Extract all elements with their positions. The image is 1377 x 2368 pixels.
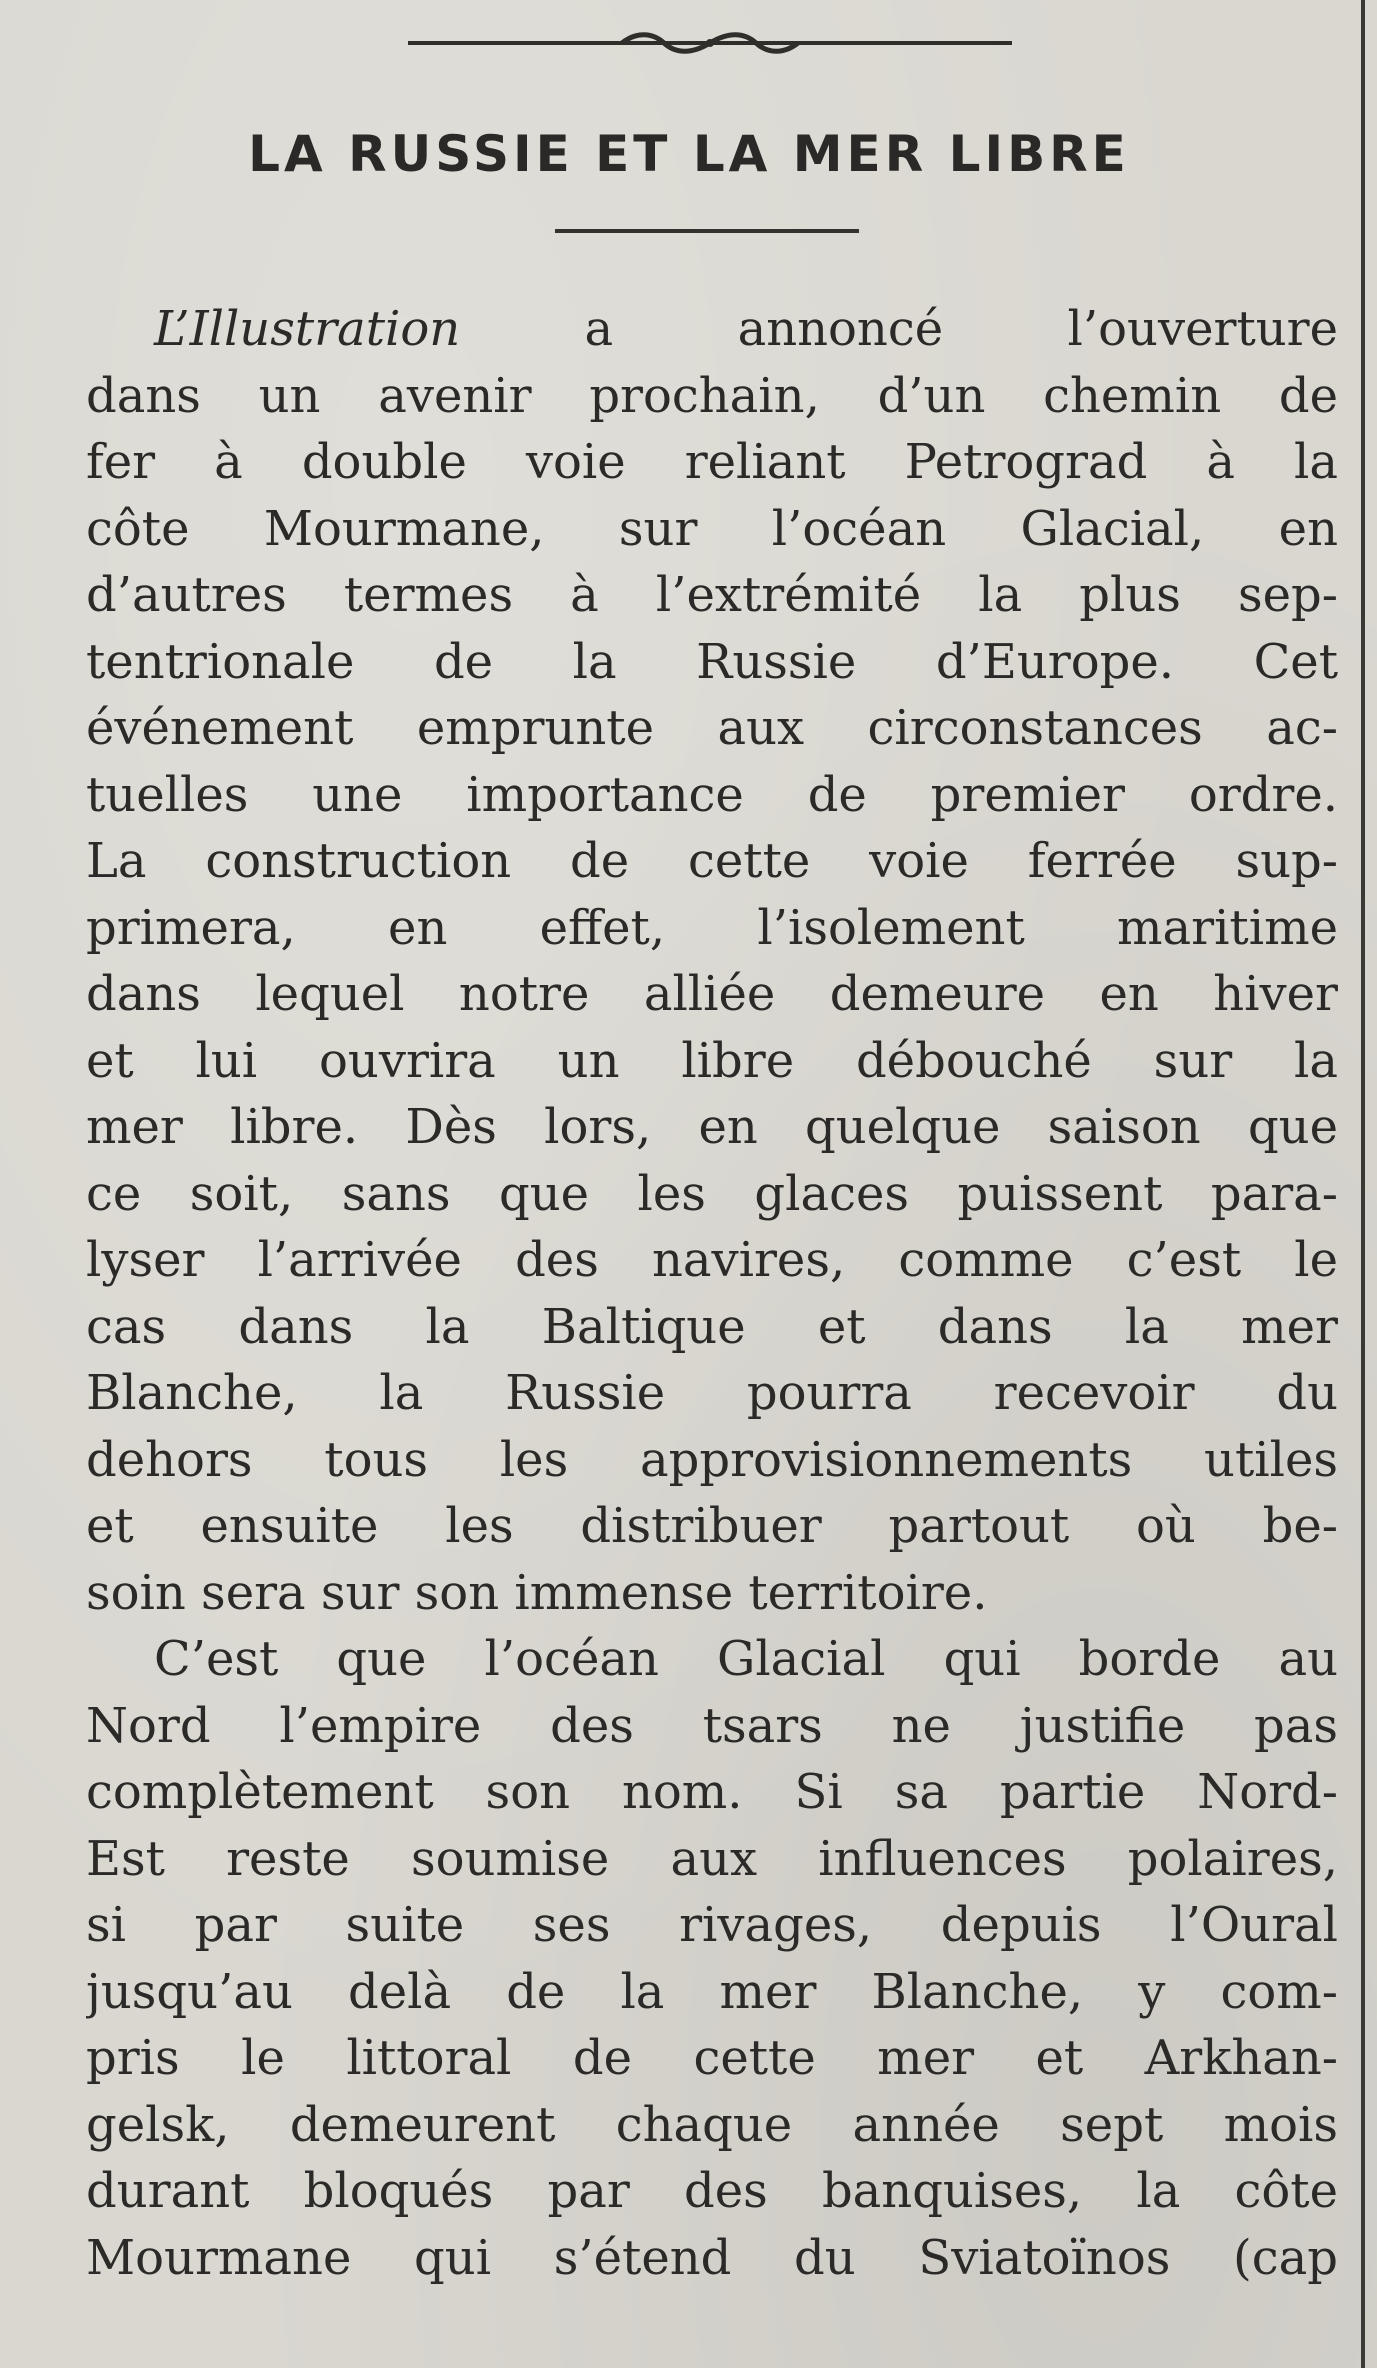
text-fragment: a annoncé l’ouverture: [460, 301, 1338, 357]
text-line: et ensuite les distribuer partout où be-: [86, 1498, 1338, 1554]
text-line: et lui ouvrira un libre débouché sur la: [86, 1032, 1338, 1089]
text-line: d’autres termes à l’extrémité la plus sep-: [86, 567, 1338, 623]
text-line: [86, 296, 1338, 363]
column-rule: [1361, 0, 1365, 2368]
text-line: gelsk, demeurent chaque année sept mois: [86, 2096, 1338, 2153]
text-line: primera, en effet, l’isolement maritime: [86, 899, 1338, 956]
publication-name: L’Illustration: [154, 301, 461, 357]
paragraph-2: [86, 1626, 1338, 2291]
text-line: Est reste soumise aux influences polaires,: [86, 1830, 1338, 1887]
text-line: complètement son nom. Si sa partie Nord-: [86, 1764, 1338, 1820]
text-line: côte Mourmane, sur l’océan Glacial, en: [86, 500, 1338, 557]
text-line: Nord l’empire des tsars ne justifie pas: [86, 1697, 1338, 1754]
text-line: événement emprunte aux circonstances ac-: [86, 700, 1338, 756]
text-line: durant bloqués par des banquises, la côte: [86, 2163, 1338, 2219]
text-line: mer libre. Dès lors, en quelque saison que: [86, 1099, 1338, 1155]
text-line: tuelles une importance de premier ordre.: [86, 766, 1338, 823]
article-title: LA RUSSIE ET LA MER LIBRE: [248, 125, 1130, 183]
text-line: fer à double voie reliant Petrograd à la: [86, 434, 1338, 490]
text-line: jusqu’au delà de la mer Blanche, y com-: [86, 1963, 1338, 2020]
text-line: La construction de cette voie ferrée sup-: [86, 833, 1338, 889]
text-line: dans lequel notre alliée demeure en hiver: [86, 966, 1338, 1022]
paragraph-1: [86, 296, 1338, 1626]
text-line: Blanche, la Russie pourra recevoir du: [86, 1365, 1338, 1421]
article-body: [86, 296, 1338, 2291]
text-line: dehors tous les approvisionnements utiles: [86, 1431, 1338, 1488]
text-line: soin sera sur son immense territoire.: [86, 1564, 988, 1621]
text-line: ce soit, sans que les glaces puissent para-: [86, 1165, 1338, 1222]
text-line: Mourmane qui s’étend du Sviatoïnos (cap: [86, 2229, 1338, 2286]
text-line: pris le littoral de cette mer et Arkhan-: [86, 2030, 1338, 2086]
text-line: lyser l’arrivée des navires, comme c’est le: [86, 1232, 1338, 1288]
text-line: dans un avenir prochain, d’un chemin de: [86, 367, 1338, 424]
ornament-divider: [408, 30, 1012, 56]
text-line: si par suite ses rivages, depuis l’Oural: [86, 1897, 1338, 1953]
title-rule: [555, 229, 859, 233]
text-line: tentrionale de la Russie d’Europe. Cet: [86, 633, 1338, 690]
text-line: cas dans la Baltique et dans la mer: [86, 1298, 1338, 1355]
text-line: C’est que l’océan Glacial qui borde au: [154, 1631, 1338, 1687]
